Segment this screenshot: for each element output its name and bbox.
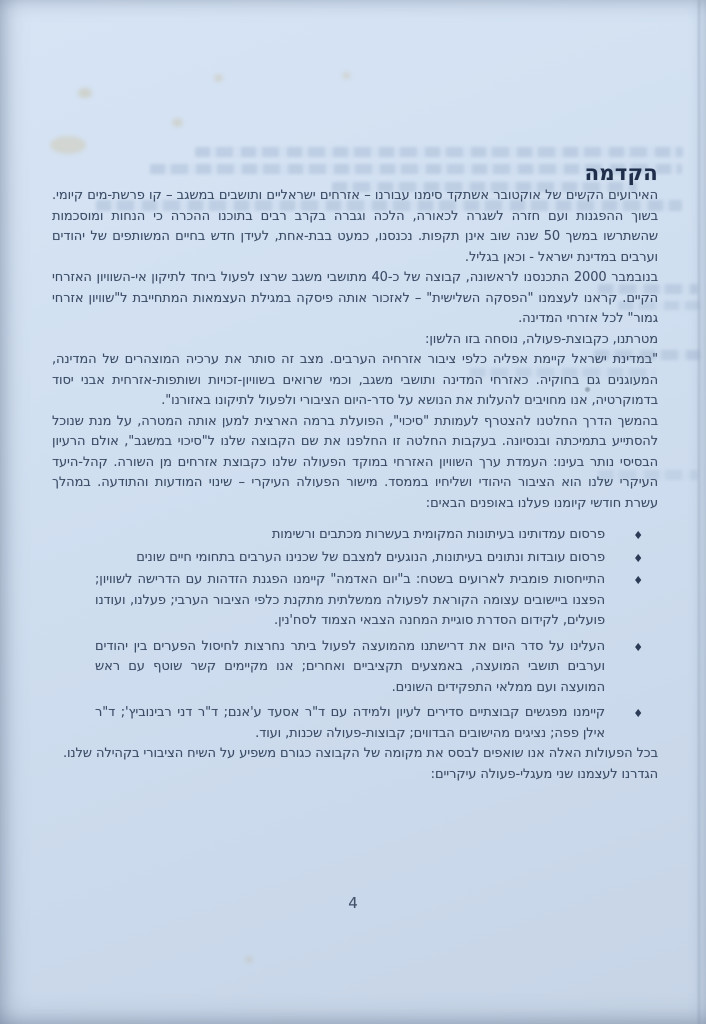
diamond-bullet-icon: ♦	[633, 707, 643, 720]
list-item-text: התייחסות פומבית לארועים בשטח: ב"יום האדמה" קיימנו הפגנת הזדהות עם הדרישה לשוויון; הפצנו ביישובים עצומה הקוראת לפעולה ממשלתית מתקנת כלפי הציבור הערבי; פעלנו, ועודנו פועלים, לקידום הסדרת סוגיית המחנה הצבאי הצמוד לסח'נין.	[95, 572, 605, 628]
page-content	[52, 0, 658, 785]
diamond-bullet-icon: ♦	[633, 574, 643, 587]
list-item	[95, 525, 643, 546]
list-item-text: פרסום עמדותינו בעיתונות המקומית בעשרות מכתבים ורשימות	[271, 527, 605, 542]
scan-edge-crease	[698, 0, 700, 1024]
diamond-bullet-icon: ♦	[633, 551, 643, 565]
paragraph-closing: בכל הפעולות האלה אנו שואפים לבסס את מקומה של הקבוצה כגורם משפיע על השיח הציבורי בקהילה שלנו.	[62, 746, 658, 761]
paragraph-opening: האירועים הקשים של אוקטובר אשתקד סימנו עבורנו – אזרחים ישראליים ותושבים במשגב – קו פרשת-מים קיומי. בשוך ההפגנות ועם חזרה לשגרה לכאורה, הלכה וגברה בקרב רבים בתוכנו ההכרה כי הנחות ומוסכמות שהשתרשו במשך 50 שנה שוב אינן תקפות. נכנסנו, כמעט בבת-אחת, לעידן חדש בחיים המשותפים של יהודים וערבים במדינת ישראל - וכאן בגליל.	[52, 188, 658, 265]
paragraph-november-2000: בנובמבר 2000 התכנסנו לראשונה, קבוצה של כ-40 מתושבי משגב שרצו לפעול ביחד לתיקון אי-השוויון האזרחי הקיים. קראנו לעצמנו "הפסקה השלישית" – לאזכור אותה פיסקה במגילת העצמאות המתחייבת ל"שוויון אזרחי גמור" לכל אזרחי המדינה.	[52, 270, 658, 326]
paragraph-sikkuy: בהמשך הדרך החלטנו להצטרף לעמותת "סיכוי", הפועלת ברמה הארצית למען אותה המטרה, על מנת שנוכל להסתייע בתמיכתה ובנסיונה. בעקבות החלטה זו החלפנו את שם הקבוצה שלנו ל"סיכוי במשגב", אולם הרעיון הבסיסי נותר בעינו: העמדת ערך השוויון האזרחי במוקד הפעולה שלנו כקבוצת אזרחים מן השורה. קהל-היעד העיקרי שלנו הוא הציבור היהודי ושליחיו בממסד. מישור הפעולה העיקרי – שינוי המודעות והתודעה. במהלך עשרת חודשי קיומנו פעלנו באופנים הבאים:	[52, 413, 658, 511]
list-item-text: העלינו על סדר היום את דרישתנו מהמועצה לפעול ביתר נחרצות לחיסול הפערים בין יהודים וערבים תושבי המועצה, באמצעים תקציביים ואחרים; אנו מקיימים קשר שוטף עם ראש המועצה ועם ממלאי התפקידים השונים.	[95, 638, 605, 695]
list-item-text: קיימנו מפגשים קבוצתיים סדירים לעיון ולמידה עם ד"ר אסעד ע'אנם; ד"ר דני רבינוביץ'; ד"ר אילן פפה; נציגים מהישובים הבדווים; קבוצות-פעולה שכנות, ועוד.	[95, 705, 605, 741]
page-number: 4	[348, 894, 358, 912]
list-item	[95, 548, 643, 569]
list-item-text: פרסום עובדות ונתונים בעיתונות, הנוגעים למצבם של שכנינו הערבים בתחומי חיים שונים	[136, 549, 605, 565]
list-item	[95, 637, 643, 699]
paragraph-goal-quote: "במדינת ישראל קיימת אפליה כלפי ציבור אזרחיה הערבים. מצב זה סותר את ערכיה המוצהרים של המדינה, המעוגנים גם בחוקיה. כאזרחי המדינה ותושבי משגב, וכמי שרואים בשוויון-זכויות ושותפות-אזרחית אבני יסוד בדמוקרטיה, אנו מחויבים להעלות את הנושא על סדר-היום הציבורי ולפעול לתיקונו באזורנו".	[52, 352, 658, 408]
diamond-bullet-icon: ♦	[633, 640, 643, 654]
list-item	[95, 570, 643, 632]
activities-list	[95, 525, 643, 744]
paragraph-goal-intro: מטרתנו, כקבוצת-פעולה, נוסחה בזו הלשון:	[425, 331, 658, 347]
list-item	[95, 703, 643, 744]
paper-speck	[246, 957, 252, 962]
section-title: הקדמה	[584, 161, 658, 185]
diamond-bullet-icon: ♦	[633, 529, 643, 542]
paragraph-closing-lead: הגדרנו לעצמנו שני מעגלי-פעולה עיקריים:	[430, 766, 658, 782]
